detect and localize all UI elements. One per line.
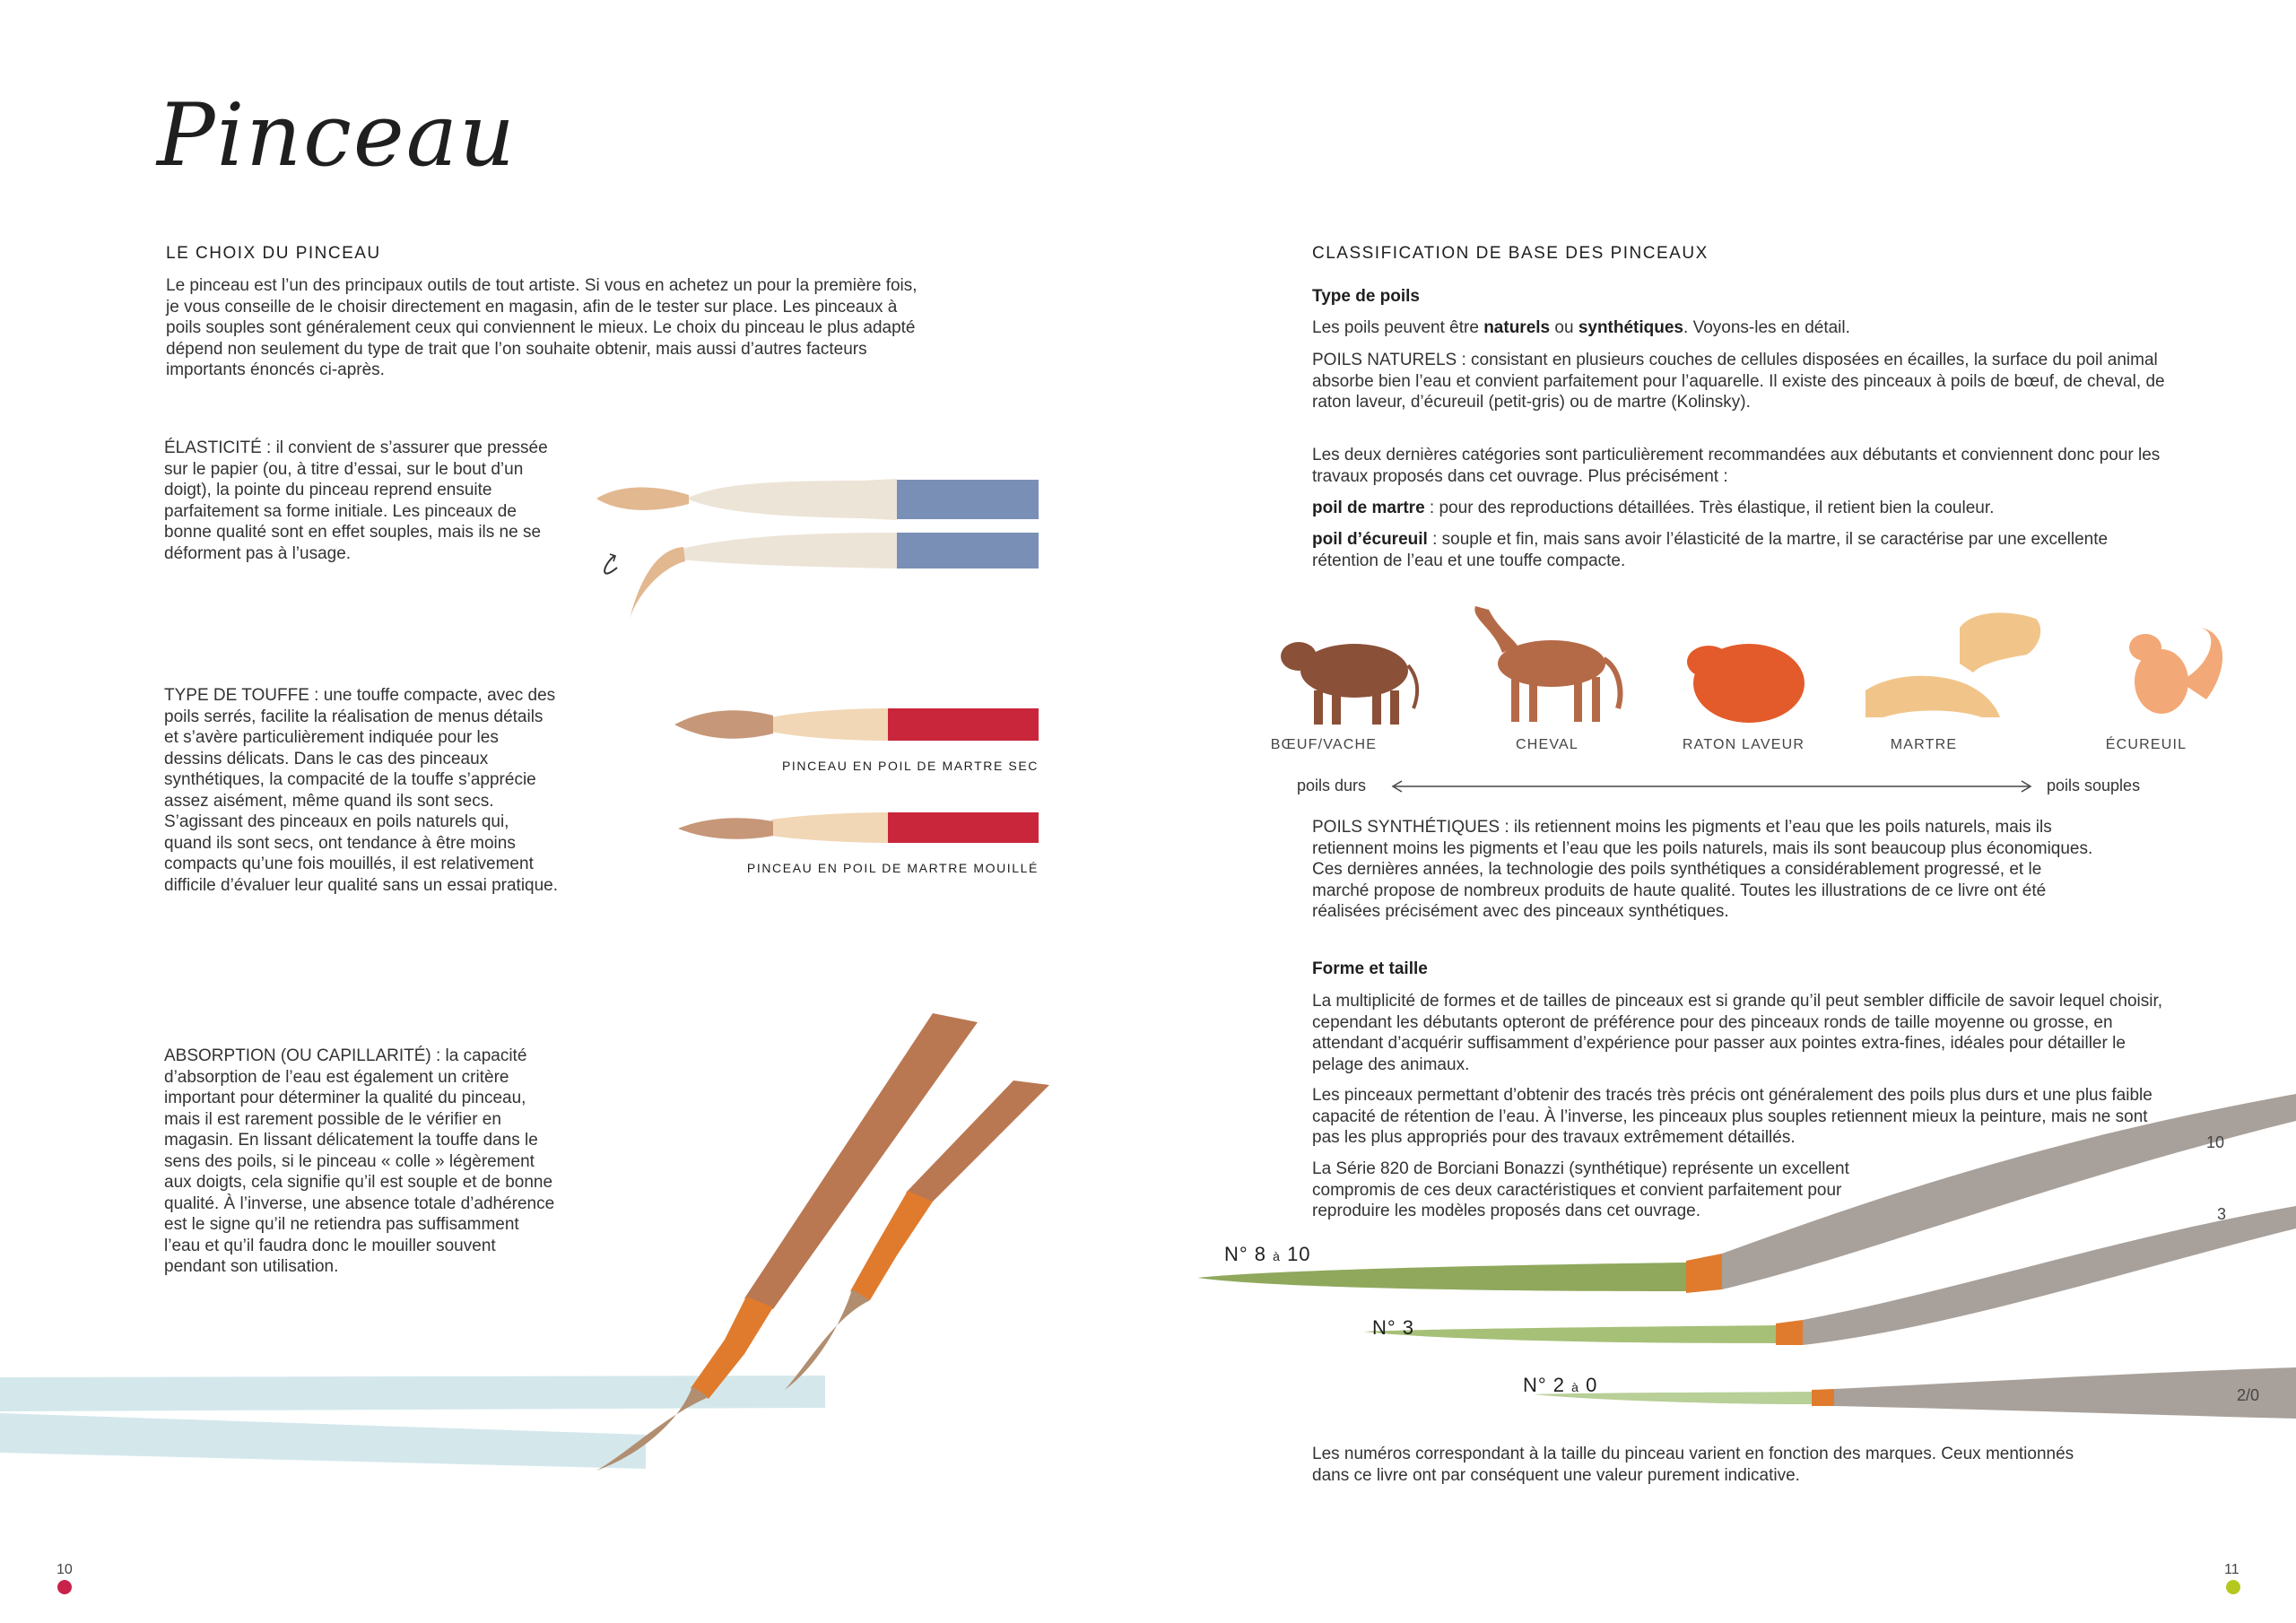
- page-title: Pinceau: [157, 85, 517, 186]
- brush-ferrule: [1686, 1254, 1722, 1293]
- elasticite-text: ÉLASTICITÉ : il convient de s’assurer que pressée sur le papier (ou, à titre d’essai, sur le bout d’un doigt), la pointe du pinceau reprend ensuite parfaitement sa forme initiale. Les pinceaux de bonne qualité sont en effet souples, mais ils ne se déforment pas à l’usage.: [164, 438, 548, 563]
- subhead-type-poils: Type de poils: [1312, 287, 1421, 306]
- intro-text: Les poils peuvent être naturels ou synthétiques. Voyons-les en détail.: [1312, 318, 1850, 337]
- animal-label-raccoon: RATON LAVEUR: [1682, 737, 1805, 752]
- page-dot: [2226, 1580, 2240, 1594]
- section-heading-classification: CLASSIFICATION DE BASE DES PINCEAUX: [1312, 244, 1709, 263]
- choix-text: Le pinceau est l’un des principaux outils de tout artiste. Si vous en achetez un pour la première fois, je vous conseille de le choisir directement en magasin, afin de le tester sur place. Les pinceaux à poils souples sont généralement ceux qui conviennent le mieux. Le choix du pinceau le plus adapté dépend non seulement du type de trait que l’on souhaite obtenir, mais aussi d’autres facteurs importants énoncés ci-après.: [166, 276, 918, 379]
- brush-handle-3: [1834, 1367, 2296, 1419]
- brush-tuft-2: [785, 1289, 870, 1390]
- animal-label-horse: CHEVAL: [1515, 737, 1579, 752]
- martre-text: poil de martre : pour des reproductions détaillées. Très élastique, il retient bien la couleur.: [1312, 499, 1995, 517]
- animal-label-marten: MARTRE: [1890, 737, 1958, 752]
- subhead-forme: Forme et taille: [1312, 959, 1428, 978]
- precis-text: Les pinceaux permettant d’obtenir des tracés très précis ont généralement des poils plus durs et une plus faible capacité de rétention de l’eau. À l’inverse, les pinceaux plus souples retiennent mieux la peinture, mais ne sont pas les plus appropriés pour des travaux extrêmement détaillés.: [1312, 1086, 2152, 1147]
- right-page: [1148, 0, 2296, 1623]
- naturels-text: POILS NATURELS : consistant en plusieurs couches de cellules disposées en écailles, la surface du poil animal absorbe bien l’eau et convient parfaitement pour l’aquarelle. Il existe des pinceaux à poils de bœuf, de cheval, de raton laveur, d’écureuil (petit-gris) ou de martre (Kolinsky).: [1312, 351, 2165, 412]
- touffe-text: TYPE DE TOUFFE : une touffe compacte, avec des poils serrés, facilite la réalisation de menus détails et s’avère particulièrement indiquée pour les dessins délicats. Dans le cas des pinceaux synthétiques, la compacité de la touffe s’apprécie assez aisément, même quand ils sont secs. S’agissant des pinceaux en poils naturels qui, quand ils sont secs, ont tendance à être moins compacts qu’une fois mouillés, il est relativement difficile d’évaluer leur qualité sans un essai pratique.: [164, 686, 559, 895]
- ecureuil-text: poil d’écureuil : souple et fin, mais sans avoir l’élasticité de la martre, il se caractérise par une excellente rétention de l’eau et une touffe compacte.: [1312, 530, 2109, 570]
- page-dot: [57, 1580, 72, 1594]
- numeros-text: Les numéros correspondant à la taille du pinceau varient en fonction des marques. Ceux mentionnés dans ce livre ont par conséquent une valeur purement indicative.: [1312, 1445, 2074, 1485]
- brush-label-2-0: N° 2 à 0: [1523, 1374, 1598, 1396]
- scale-label-soft: poils souples: [2047, 777, 2141, 794]
- absorption-text: ABSORPTION (OU CAPILLARITÉ) : la capacité d’absorption de l’eau est également un critère important pour déterminer la qualité du pinceau, mais il est rarement possible de le vérifier en magasin. En lissant délicatement la touffe dans le sens des poils, si le pinceau « colle » légèrement aux doigts, cela signifie qu’il est souple et de bonne qualité. À l’inverse, une absence totale d’adhérence est le signe qu’il ne retiendra pas suffisamment l’eau et qu’il faudra donc le mouiller souvent pendant son utilisation.: [164, 1046, 555, 1276]
- synthetic-brushes-illustration: [1148, 0, 2296, 1623]
- brush-label-8-10: N° 8 à 10: [1224, 1243, 1311, 1265]
- caption-dry: PINCEAU EN POIL DE MARTRE SEC: [781, 759, 1039, 773]
- caption-wet: PINCEAU EN POIL DE MARTRE MOUILLÉ: [746, 861, 1039, 875]
- handle-number-3: 3: [2217, 1205, 2227, 1223]
- multiplicite-text: La multiplicité de formes et de tailles de pinceaux est si grande qu’il peut sembler difficile de savoir lequel choisir, cependant les débutants opteront de préférence pour des pinceaux ronds de taille moyenne ou grosse, en attendant d’acquérir suffisamment d’expérience pour passer aux pointes extra-fines, idéales pour détailler le pelage des animaux.: [1312, 992, 2163, 1074]
- animal-label-cow: BŒUF/VACHE: [1270, 737, 1378, 752]
- deux-text: Les deux dernières catégories sont particulièrement recommandées aux débutants et conviennent donc pour les travaux proposés dans cet ouvrage. Plus précisément :: [1312, 446, 2161, 486]
- brush-handle-2: [906, 1081, 1049, 1202]
- brush-handle: [1722, 1094, 2296, 1289]
- brush-tuft-2: [1363, 1325, 1776, 1343]
- animal-label-squirrel: ÉCUREUIL: [2105, 737, 2187, 752]
- brush-ferrule-2: [850, 1191, 933, 1300]
- brush-ferrule-3: [1812, 1389, 1834, 1406]
- brush-label-3: N° 3: [1372, 1316, 1415, 1339]
- serie-text: La Série 820 de Borciani Bonazzi (synthétique) représente un excellent compromis de ces deux caractéristiques et convient parfaitement pour reproduire les modèles proposés dans cet ouvrage.: [1312, 1159, 1849, 1220]
- page-number: 10: [57, 1562, 73, 1577]
- synthetiques-text: POILS SYNTHÉTIQUES : ils retiennent moins les pigments et l’eau que les poils naturels, mais ils retiennent moins les pigments et l’eau que les poils naturels, mais ils sont beaucoup plus économiques. Ces dernières années, la technologie des poils synthétiques a considérablement progressé, et le marché propose de nombreux produits de haute qualité. Toutes les illustrations de ce livre ont été réalisées précisément avec des pinceaux synthétiques.: [1312, 818, 2093, 921]
- section-heading-choix: LE CHOIX DU PINCEAU: [166, 244, 381, 263]
- scale-label-hard: poils durs: [1297, 777, 1367, 794]
- brush-ferrule-2: [1776, 1320, 1803, 1345]
- handle-number-2-0: 2/0: [2237, 1386, 2260, 1404]
- brush-tuft: [1197, 1263, 1686, 1291]
- watercolor-stroke-2: [0, 1413, 646, 1469]
- handle-number-10: 10: [2206, 1133, 2225, 1151]
- page-number: 11: [2224, 1562, 2239, 1577]
